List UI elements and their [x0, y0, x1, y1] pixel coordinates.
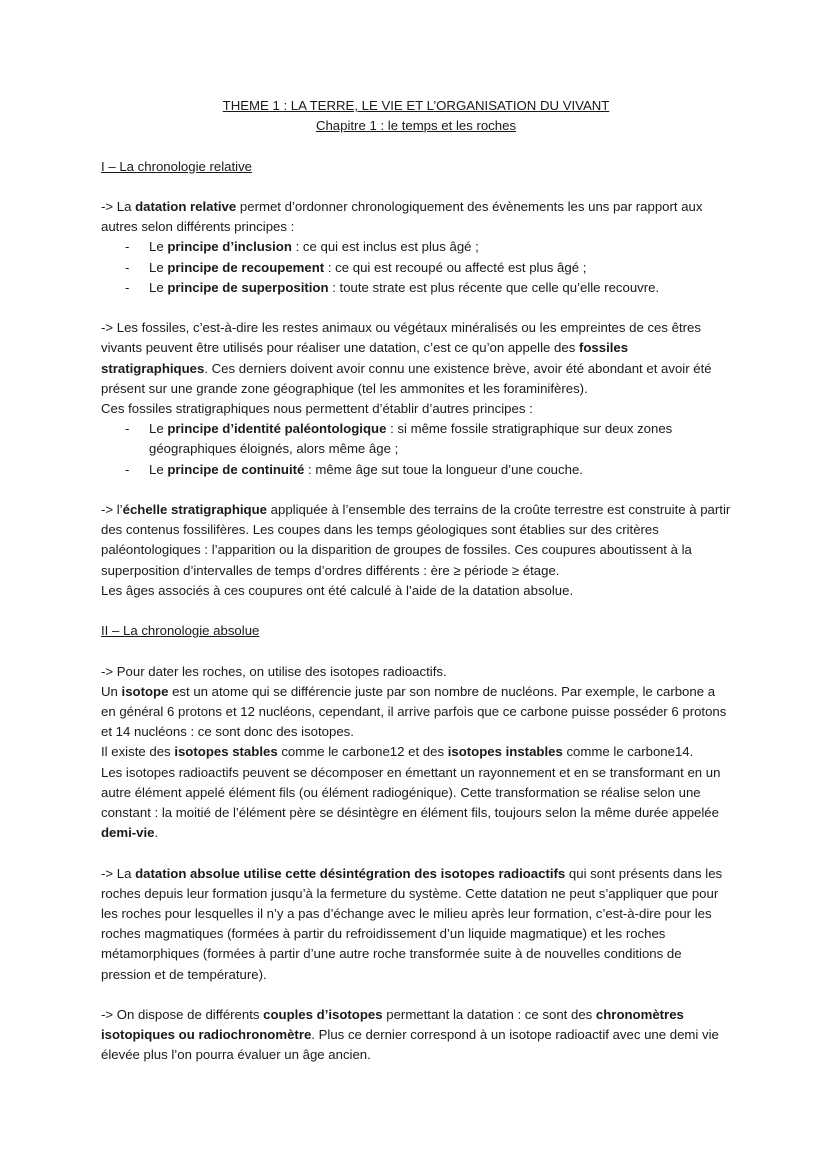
chapter-title: Chapitre 1 : le temps et les roches [315, 118, 517, 134]
paragraph-isotopes-intro: -> Pour dater les roches, on utilise des isotopes radioactifs. [101, 663, 447, 679]
list-item: - Le principe d’inclusion : ce qui est inclus est plus âgé ; [125, 239, 479, 255]
section-heading-relative: I – La chronologie relative [101, 158, 253, 174]
paragraph-fossils-principles-intro: Ces fossiles stratigraphiques nous permettent d’établir d’autres principes : [101, 401, 533, 416]
principles-list-2 [101, 419, 731, 480]
paragraph-absolute-ages: Les âges associés à ces coupures ont été calculé à l’aide de la datation absolue. [101, 582, 574, 598]
document-title: THEME 1 : LA TERRE, LE VIE ET L’ORGANISATION DU VIVANT [222, 98, 610, 113]
document-content [101, 96, 731, 1066]
paragraph-chronometers: -> On dispose de différents couples d’isotopes permettant la datation : ce sont des chronomètres isotopiques ou radiochronomètre. Plus ce dernier correspond à un isotope radioactif avec une demi vie élevée plus l’on pourra évaluer un âge ancien. [101, 1007, 719, 1063]
paragraph-stratigraphic-scale: -> l’échelle stratigraphique appliquée à l’ensemble des terrains de la croûte terrestre est construite à partir des contenus fossilifères. Les coupes dans les temps géologiques sont établies sur des critères paléontologiques : l’apparition ou la disparition de groupes de fossiles. Ces coupures aboutissent à la superposition d’intervalles de temps d’ordres différents : ère ≥ période ≥ étage. [101, 502, 731, 578]
list-item: - Le principe d’identité paléontologique : si même fossile stratigraphique sur deux zones géographiques éloignés, alors même âge ; [125, 421, 673, 457]
section-heading-absolute: II – La chronologie absolue [101, 623, 260, 639]
paragraph-isotope-definition: Un isotope est un atome qui se différencie juste par son nombre de nucléons. Par exemple, le carbone a en général 6 protons et 12 nucléons, cependant, il arrive parfois que ce carbone puisse posséder 6 protons et 14 nucléons : ce sont donc des isotopes. [101, 683, 727, 740]
paragraph-absolute-dating: -> La datation absolue utilise cette désintégration des isotopes radioactifs qui sont présents dans les roches depuis leur formation jusqu’à la fermeture du système. Cette datation ne peut s’appliquer que pour les roches pour lesquelles il n’y a pas d’échange avec le milieu après leur formation, c’est-à-dire pour les roches magmatiques (formées à partir du refroidissement d’un liquide magmatique) et les roches métamorphiques (formées à partir d’une autre roche transformée suite à de nouvelles conditions de pression et de température). [101, 865, 723, 982]
list-item: - Le principe de superposition : toute strate est plus récente que celle qu’elle recouvre. [125, 279, 660, 295]
list-item: - Le principe de recoupement : ce qui est recoupé ou affecté est plus âgé ; [125, 259, 587, 275]
paragraph-stable-unstable: Il existe des isotopes stables comme le carbone12 et des isotopes instables comme le carbone14. [101, 744, 694, 760]
principles-list [101, 237, 731, 298]
paragraph-radioactive-decay: Les isotopes radioactifs peuvent se décomposer en émettant un rayonnement et en se transformant en un autre élément appelé élément fils (ou élément radiogénique). Cette transformation se réalise selon une constant : la moitié de l’élément père se désintègre en élément fils, toujours selon la même durée appelée demi-vie. [101, 764, 721, 841]
paragraph-relative-dating: -> La datation relative permet d’ordonner chronologiquement des évènements les uns par rapport aux autres selon différents principes : [101, 198, 703, 235]
list-item: - Le principe de continuité : même âge sut toue la longueur d’une couche. [125, 461, 583, 477]
paragraph-fossils: -> Les fossiles, c’est-à-dire les restes animaux ou végétaux minéralisés ou les empreintes de ces êtres vivants peuvent être utilisés pour réaliser une datation, c’est ce qu’on appelle des fossiles stratigraphiques. Ces derniers doivent avoir connu une existence brève, avoir été abondant et avoir été présent sur une grande zone géographique (tel les ammonites et les foraminifères). [101, 320, 712, 396]
